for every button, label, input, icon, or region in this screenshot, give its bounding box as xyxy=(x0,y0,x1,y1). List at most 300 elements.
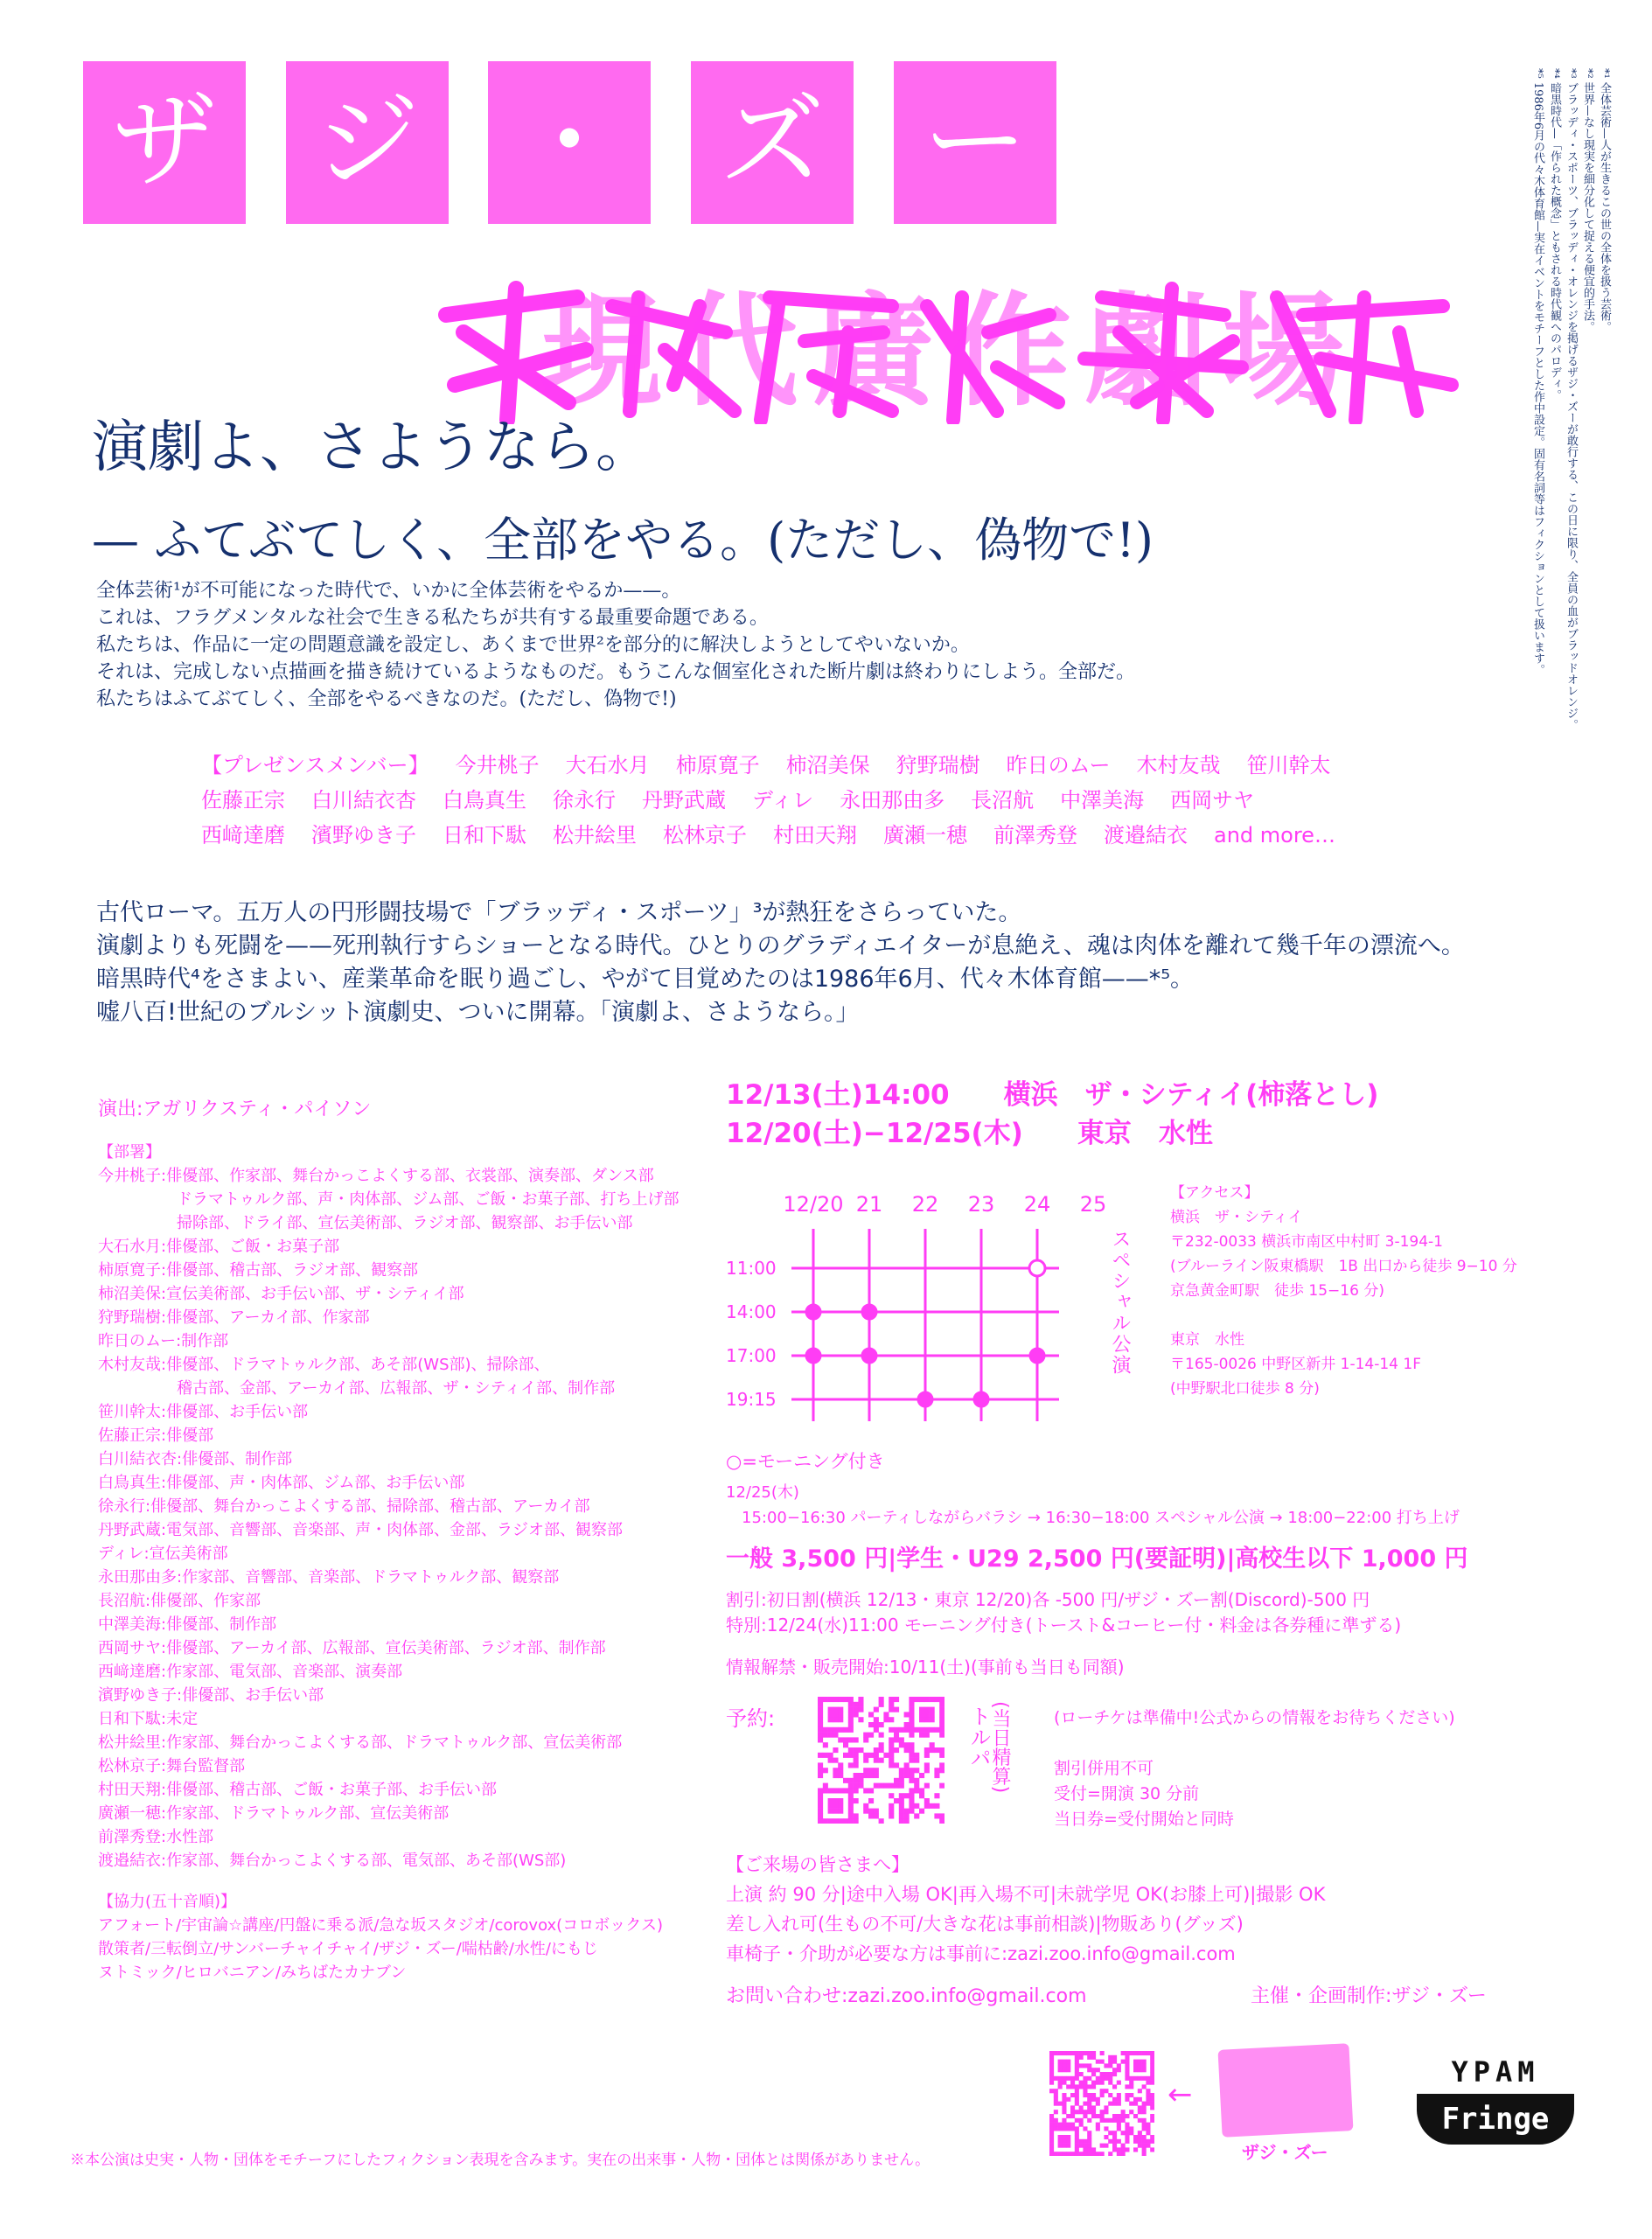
qr-module xyxy=(1087,2084,1091,2089)
qr-module xyxy=(854,1778,859,1783)
qr-module xyxy=(930,1727,935,1733)
qr-module xyxy=(1096,2126,1100,2131)
dept-entry: 廣瀬一穂:作家部、ドラマトゥルク部、宣伝美術部 xyxy=(98,1804,450,1823)
qr-module xyxy=(924,1727,930,1733)
qr-module xyxy=(848,1803,854,1809)
qr-module xyxy=(894,1747,899,1753)
qr-module xyxy=(939,1747,944,1753)
member-name: 中澤美海 xyxy=(1060,788,1145,813)
member-name: 徐永行 xyxy=(553,788,616,813)
subheadline: — ふてぶてしく、全部をやる。(ただし、偽物で!) xyxy=(92,513,1154,568)
qr-module xyxy=(914,1753,919,1758)
qr-module xyxy=(899,1737,904,1742)
qr-module xyxy=(1087,2135,1091,2139)
qr-module xyxy=(894,1762,899,1768)
qr-module xyxy=(1125,2114,1129,2118)
qr-module xyxy=(823,1733,828,1738)
qr-module xyxy=(874,1747,879,1753)
qr-module xyxy=(1096,2102,1100,2106)
qr-module xyxy=(1100,2118,1105,2123)
qr-module xyxy=(1142,2063,1147,2068)
qr-module xyxy=(1096,2076,1100,2081)
member-name: 前澤秀登 xyxy=(993,823,1077,847)
qr-module xyxy=(843,1778,848,1783)
qr-module xyxy=(939,1818,944,1824)
qr-module xyxy=(1083,2114,1087,2118)
qr-module xyxy=(818,1717,823,1722)
qr-module xyxy=(1087,2055,1091,2060)
member-name: 西岡サヤ xyxy=(1170,788,1255,813)
members-label: 【プレゼンスメンバー】 xyxy=(201,753,429,778)
qr-module xyxy=(1121,2147,1126,2152)
qr-module xyxy=(1079,2110,1084,2114)
qr-module xyxy=(924,1768,930,1773)
qr-module xyxy=(899,1813,904,1818)
qr-module xyxy=(1117,2139,1121,2144)
small-logo-text: ザジ・ズー xyxy=(1242,2142,1328,2163)
qr-module xyxy=(1075,2068,1079,2072)
qr-module xyxy=(1100,2060,1105,2064)
qr-module xyxy=(1142,2144,1147,2148)
member-name: 渡邉結衣 xyxy=(1104,823,1188,847)
qr-module xyxy=(1075,2126,1079,2131)
qr-module xyxy=(889,1742,894,1747)
grid-time-label: 17:00 xyxy=(726,1345,777,1366)
qr-module xyxy=(899,1742,904,1747)
contact-email[interactable]: お問い合わせ:zazi.zoo.info@gmail.com xyxy=(726,1985,1087,2007)
qr-module xyxy=(1058,2081,1063,2085)
qr-module xyxy=(818,1788,823,1793)
qr-module xyxy=(868,1788,874,1793)
qr-module xyxy=(909,1803,914,1809)
qr-module xyxy=(914,1758,919,1763)
qr-module xyxy=(818,1773,823,1778)
qr-module xyxy=(854,1773,859,1778)
qr-module xyxy=(1150,2060,1154,2064)
qr-module xyxy=(1062,2135,1066,2139)
qr-module xyxy=(904,1712,910,1717)
qr-module xyxy=(879,1747,884,1753)
qr-module xyxy=(909,1798,914,1803)
qr-module xyxy=(904,1793,910,1798)
ypam-logo-top: YPAM xyxy=(1451,2055,1540,2089)
qr-module xyxy=(1049,2076,1054,2081)
member-name: and more… xyxy=(1214,823,1335,847)
qr-module xyxy=(818,1733,823,1738)
qr-module xyxy=(883,1753,889,1758)
qr-module xyxy=(863,1753,868,1758)
qr-module xyxy=(1079,2139,1084,2144)
qr-module xyxy=(1062,2118,1066,2123)
qr-module xyxy=(858,1702,863,1707)
qr-module xyxy=(854,1737,859,1742)
qr-module xyxy=(1112,2144,1117,2148)
qr-module xyxy=(1062,2144,1066,2148)
qr-module xyxy=(1087,2144,1091,2148)
qr-module xyxy=(1121,2110,1126,2114)
qr-module xyxy=(1091,2051,1096,2055)
dept-entry: 佐藤正宗:俳優部 xyxy=(98,1426,214,1445)
qr-module xyxy=(1108,2093,1112,2097)
qr-module xyxy=(930,1803,935,1809)
story-text xyxy=(96,896,1465,1029)
qr-module xyxy=(1087,2063,1091,2068)
qr-module xyxy=(858,1707,863,1712)
qr-module xyxy=(909,1768,914,1773)
qr-module xyxy=(1087,2076,1091,2081)
qr-module xyxy=(1075,2076,1079,2081)
qr-code-social[interactable] xyxy=(1049,2051,1154,2156)
qr-module xyxy=(1083,2076,1087,2081)
grid-date-label: 25 xyxy=(1079,1192,1107,1217)
qr-module xyxy=(1049,2063,1054,2068)
qr-module xyxy=(914,1783,919,1789)
qr-module xyxy=(1062,2102,1066,2106)
grid-date-label: 24 xyxy=(1023,1192,1051,1217)
qr-module xyxy=(894,1707,899,1712)
dept-entry: 白川結衣杏:俳優部、制作部 xyxy=(98,1450,293,1468)
qr-module xyxy=(1146,2097,1150,2102)
qr-module xyxy=(1125,2072,1129,2076)
qr-code-reservation[interactable] xyxy=(818,1697,944,1824)
qr-module xyxy=(1108,2139,1112,2144)
qr-module xyxy=(889,1753,894,1758)
qr-module xyxy=(1112,2131,1117,2135)
qr-module xyxy=(848,1737,854,1742)
qr-module xyxy=(1112,2114,1117,2118)
qr-module xyxy=(914,1778,919,1783)
qr-module xyxy=(1100,2072,1105,2076)
qr-module xyxy=(848,1707,854,1712)
qr-module xyxy=(1138,2110,1142,2114)
qr-module xyxy=(823,1727,828,1733)
qr-module xyxy=(1070,2126,1075,2131)
qr-module xyxy=(1138,2105,1142,2110)
qr-module xyxy=(1091,2084,1096,2089)
qr-module xyxy=(818,1798,823,1803)
qr-module xyxy=(1142,2126,1147,2131)
qr-module xyxy=(1100,2152,1105,2156)
qr-module xyxy=(1070,2076,1075,2081)
qr-module xyxy=(1070,2051,1075,2055)
member-name: 日和下駄 xyxy=(443,823,526,847)
qr-module xyxy=(1133,2076,1138,2081)
performance-dot xyxy=(806,1349,820,1363)
qr-module xyxy=(858,1697,863,1702)
qr-module xyxy=(1079,2118,1084,2123)
qr-module xyxy=(1129,2076,1133,2081)
qr-module xyxy=(1100,2076,1105,2081)
dept-entry: 木村友哉:俳優部、ドラマトゥルク部、あそ部(WS部)、掃除部、 稽古部、金部、アーカイ部、広報部、ザ・シティイ部、制作部 xyxy=(98,1356,616,1398)
qr-module xyxy=(1117,2093,1121,2097)
qr-module xyxy=(1066,2114,1070,2118)
qr-module xyxy=(1066,2060,1070,2064)
qr-module xyxy=(828,1697,833,1702)
qr-module xyxy=(1138,2051,1142,2055)
qr-module xyxy=(1058,2135,1063,2139)
qr-module xyxy=(1049,2123,1054,2127)
qr-module xyxy=(1117,2097,1121,2102)
dept-entry: 昨日のムー:制作部 xyxy=(98,1332,229,1350)
qr-module xyxy=(838,1717,843,1722)
qr-module xyxy=(924,1753,930,1758)
qr-module xyxy=(1070,2152,1075,2156)
qr-module xyxy=(924,1798,930,1803)
qr-module xyxy=(1083,2093,1087,2097)
qr-module xyxy=(1125,2068,1129,2072)
qr-module xyxy=(1104,2118,1108,2123)
qr-module xyxy=(818,1762,823,1768)
sales-info: 情報解禁・販売開始:10/11(土)(事前も当日も同額) xyxy=(726,1657,1125,1678)
qr-module xyxy=(914,1768,919,1773)
qr-module xyxy=(899,1773,904,1778)
qr-module xyxy=(1108,2063,1112,2068)
qr-module xyxy=(833,1747,838,1753)
special-performance-label: スペシャル公演 xyxy=(1109,1229,1131,1376)
qr-module xyxy=(1142,2051,1147,2055)
dept-entry: 狩野瑞樹:俳優部、アーカイ部、作家部 xyxy=(98,1308,370,1327)
qr-module xyxy=(1054,2089,1058,2093)
qr-module xyxy=(1049,2139,1054,2144)
qr-module xyxy=(843,1737,848,1742)
qr-module xyxy=(899,1803,904,1809)
qr-module xyxy=(818,1793,823,1798)
grid-date-label: 22 xyxy=(911,1192,939,1217)
qr-module xyxy=(833,1727,838,1733)
qr-module xyxy=(879,1742,884,1747)
qr-module xyxy=(1075,2131,1079,2135)
qr-module xyxy=(1121,2114,1126,2118)
qr-module xyxy=(909,1722,914,1727)
qr-module xyxy=(843,1788,848,1793)
qr-module xyxy=(1129,2093,1133,2097)
qr-module xyxy=(854,1798,859,1803)
qr-module xyxy=(1058,2063,1063,2068)
qr-module xyxy=(848,1697,854,1702)
qr-module xyxy=(1133,2068,1138,2072)
qr-module xyxy=(1125,2060,1129,2064)
qr-module xyxy=(1125,2147,1129,2152)
performance-dot xyxy=(1030,1349,1044,1363)
qr-module xyxy=(1070,2084,1075,2089)
qr-module xyxy=(1058,2152,1063,2156)
qr-module xyxy=(1104,2063,1108,2068)
dept-entry: 丹野武蔵:電気部、音響部、音楽部、声・肉体部、金部、ラジオ部、観察部 xyxy=(98,1521,624,1539)
qr-module xyxy=(894,1798,899,1803)
qr-module xyxy=(919,1727,924,1733)
qr-module xyxy=(1133,2139,1138,2144)
qr-module xyxy=(909,1733,914,1738)
qr-module xyxy=(1087,2097,1091,2102)
qr-module xyxy=(1133,2135,1138,2139)
qr-module xyxy=(899,1778,904,1783)
qr-module xyxy=(838,1727,843,1733)
qr-module xyxy=(1075,2152,1079,2156)
qr-module xyxy=(823,1783,828,1789)
qr-module xyxy=(1062,2110,1066,2114)
qr-module xyxy=(1075,2110,1079,2114)
qr-module xyxy=(1125,2097,1129,2102)
qr-module xyxy=(1066,2135,1070,2139)
qr-module xyxy=(909,1717,914,1722)
qr-module xyxy=(833,1707,838,1712)
qr-module xyxy=(909,1809,914,1814)
performance-dot xyxy=(862,1305,876,1319)
qr-module xyxy=(1138,2076,1142,2081)
qr-module xyxy=(1091,2072,1096,2076)
qr-module xyxy=(823,1788,828,1793)
qr-module xyxy=(1079,2084,1084,2089)
qr-module xyxy=(889,1702,894,1707)
qr-module xyxy=(914,1788,919,1793)
qr-module xyxy=(1054,2110,1058,2114)
qr-module xyxy=(1070,2081,1075,2085)
headline: 演劇よ、さようなら。 xyxy=(92,415,652,480)
qr-module xyxy=(858,1717,863,1722)
qr-module xyxy=(1146,2139,1150,2144)
qr-module xyxy=(1049,2068,1054,2072)
qr-module xyxy=(1138,2144,1142,2148)
reserve-notes: (ローチケは準備中!公式からの情報をお待ちください) 割引併用不可 受付=開演 30 分前 当日券=受付開始と同時 xyxy=(1054,1708,1455,1829)
qr-module xyxy=(904,1818,910,1824)
qr-module xyxy=(874,1717,879,1722)
qr-module xyxy=(1117,2063,1121,2068)
dept-entry: 渡邉結衣:作家部、舞台かっこよくする部、電気部、あそ部(WS部) xyxy=(98,1852,567,1870)
qr-module xyxy=(1108,2076,1112,2081)
cooperation-line: 散策者/三転倒立/サンバーチャイチャイ/ザジ・ズー/喘枯齢/水性/にもじ xyxy=(98,1940,598,1958)
qr-module xyxy=(818,1809,823,1814)
qr-module xyxy=(1150,2097,1154,2102)
qr-module xyxy=(1070,2105,1075,2110)
qr-module xyxy=(854,1712,859,1717)
qr-module xyxy=(924,1733,930,1738)
qr-module xyxy=(1049,2081,1054,2085)
dept-entry: 大石水月:俳優部、ご飯・お菓子部 xyxy=(98,1238,340,1256)
qr-module xyxy=(1066,2144,1070,2148)
qr-module xyxy=(833,1768,838,1773)
qr-module xyxy=(889,1793,894,1798)
qr-module xyxy=(854,1702,859,1707)
qr-module xyxy=(909,1707,914,1712)
qr-module xyxy=(1096,2081,1100,2085)
qr-module xyxy=(1054,2118,1058,2123)
qr-module xyxy=(1121,2152,1126,2156)
grid-date-label: 21 xyxy=(855,1192,883,1217)
qr-module xyxy=(1104,2135,1108,2139)
qr-module xyxy=(909,1742,914,1747)
qr-module xyxy=(1066,2063,1070,2068)
qr-module xyxy=(858,1773,863,1778)
qr-module xyxy=(1146,2089,1150,2093)
qr-module xyxy=(828,1788,833,1793)
qr-module xyxy=(874,1758,879,1763)
cooperation-line: アフォート/宇宙論☆講座/円盤に乗る派/急な坂スタジオ/corovox(コロボックス) xyxy=(98,1916,664,1935)
member-name: 丹野武蔵 xyxy=(642,788,726,813)
qr-module xyxy=(1075,2102,1079,2106)
qr-module xyxy=(1121,2144,1126,2148)
qr-module xyxy=(843,1753,848,1758)
qr-module xyxy=(1096,2114,1100,2118)
qr-module xyxy=(930,1747,935,1753)
qr-module xyxy=(889,1762,894,1768)
qr-module xyxy=(899,1809,904,1814)
qr-module xyxy=(828,1727,833,1733)
qr-module xyxy=(1062,2081,1066,2085)
cooperation-line: ヌトミック/ヒロバニアン/みちばたカナブン xyxy=(98,1963,407,1982)
qr-module xyxy=(848,1727,854,1733)
qr-module xyxy=(863,1737,868,1742)
qr-module xyxy=(833,1717,838,1722)
qr-module xyxy=(1091,2097,1096,2102)
qr-module xyxy=(894,1727,899,1733)
qr-module xyxy=(889,1697,894,1702)
qr-module xyxy=(930,1717,935,1722)
qr-module xyxy=(1054,2126,1058,2131)
member-name: 昨日のムー xyxy=(1006,753,1111,778)
qr-module xyxy=(848,1722,854,1727)
qr-module xyxy=(1075,2097,1079,2102)
qr-module xyxy=(1150,2051,1154,2055)
qr-module xyxy=(924,1717,930,1722)
qr-module xyxy=(1096,2123,1100,2127)
qr-module xyxy=(1142,2076,1147,2081)
title-box-5: ー xyxy=(894,61,1056,224)
qr-module xyxy=(1087,2110,1091,2114)
qr-module xyxy=(1100,2110,1105,2114)
qr-module xyxy=(919,1697,924,1702)
qr-module xyxy=(848,1717,854,1722)
qr-module xyxy=(1079,2144,1084,2148)
qr-module xyxy=(1096,2068,1100,2072)
qr-module xyxy=(1146,2123,1150,2127)
qr-module xyxy=(919,1707,924,1712)
qr-module xyxy=(914,1803,919,1809)
organizer-credit: 主催・企画制作:ザジ・ズー xyxy=(1251,1985,1487,2007)
qr-module xyxy=(899,1818,904,1824)
qr-module xyxy=(1075,2063,1079,2068)
qr-module xyxy=(818,1753,823,1758)
dept-entry: 永田那由多:作家部、音響部、音楽部、ドラマトゥルク部、観察部 xyxy=(98,1568,560,1587)
qr-module xyxy=(1125,2093,1129,2097)
qr-module xyxy=(833,1803,838,1809)
qr-module xyxy=(838,1712,843,1717)
qr-module xyxy=(1142,2152,1147,2156)
qr-module xyxy=(1062,2068,1066,2072)
qr-module xyxy=(1058,2051,1063,2055)
qr-module xyxy=(828,1818,833,1824)
member-name: 佐藤正宗 xyxy=(201,788,285,813)
qr-module xyxy=(1125,2051,1129,2055)
qr-module xyxy=(848,1702,854,1707)
qr-module xyxy=(879,1697,884,1702)
qr-module xyxy=(874,1722,879,1727)
qr-module xyxy=(924,1707,930,1712)
qr-module xyxy=(843,1697,848,1702)
qr-module xyxy=(1091,2081,1096,2085)
qr-module xyxy=(919,1717,924,1722)
qr-module xyxy=(909,1788,914,1793)
qr-module xyxy=(1062,2093,1066,2097)
qr-module xyxy=(939,1733,944,1738)
qr-module xyxy=(934,1813,939,1818)
qr-module xyxy=(904,1768,910,1773)
qr-module xyxy=(1125,2084,1129,2089)
qr-module xyxy=(818,1803,823,1809)
qr-module xyxy=(930,1697,935,1702)
qr-module xyxy=(924,1712,930,1717)
qr-module xyxy=(848,1798,854,1803)
qr-module xyxy=(1108,2055,1112,2060)
